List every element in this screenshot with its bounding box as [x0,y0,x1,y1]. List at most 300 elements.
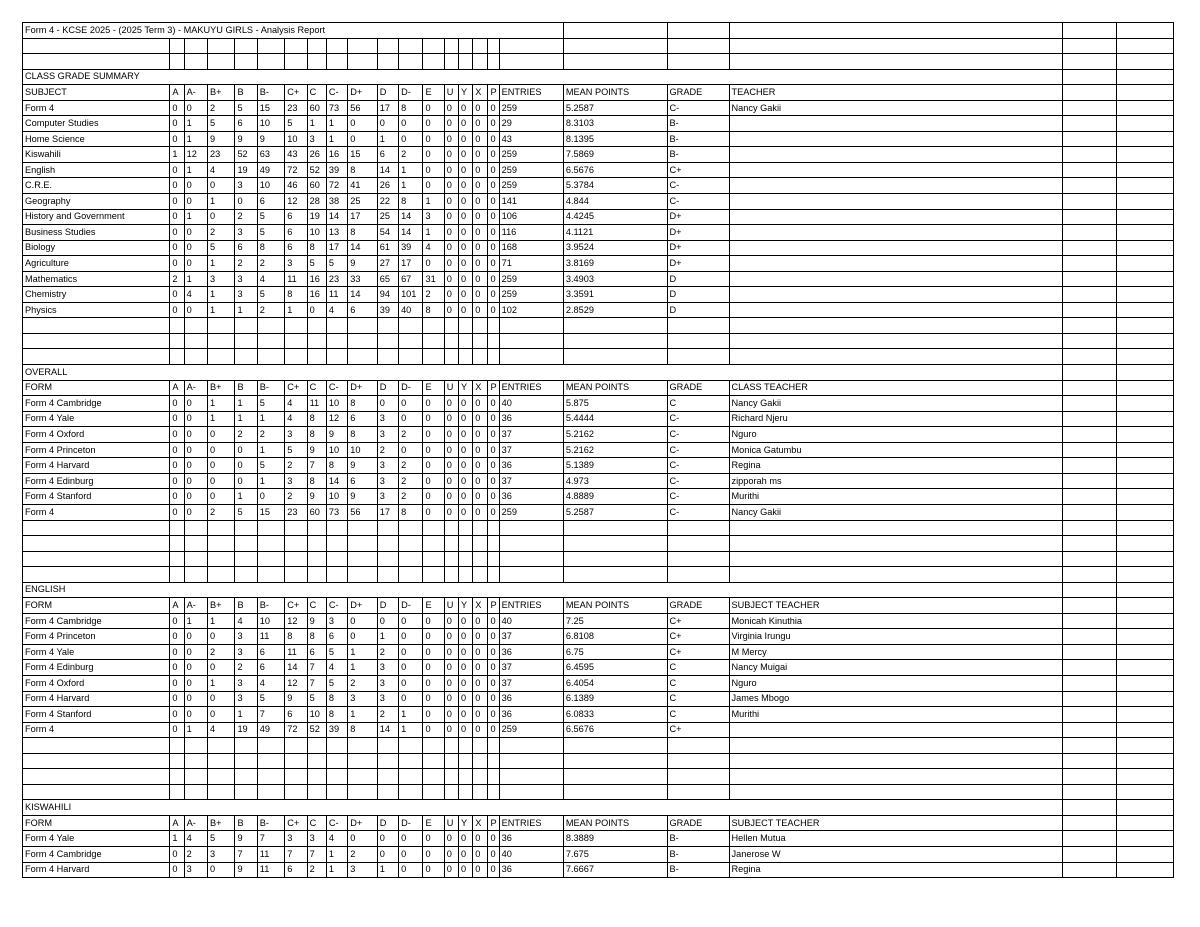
column-header: C+ [285,815,307,831]
table-cell: 10 [285,131,307,147]
table-cell: 15 [257,504,284,520]
empty-cell [307,349,326,365]
empty-cell [184,536,207,552]
empty-cell [423,54,444,70]
table-cell: 0 [473,629,488,645]
table-cell: 65 [377,271,398,287]
table-cell: C+ [667,722,729,738]
table-cell: 39 [326,162,347,178]
table-cell: 2 [208,644,235,660]
table-cell: 2 [399,473,423,489]
table-cell: 9 [307,442,326,458]
empty-cell [444,38,458,54]
table-cell: 0 [170,178,184,194]
table-cell: 0 [208,629,235,645]
table-cell: 0 [459,194,473,210]
table-cell: 11 [257,846,284,862]
table-cell: 5.4444 [563,411,667,427]
table-cell: 7 [285,846,307,862]
blank-row [23,551,1174,567]
table-cell [729,116,1062,132]
empty-cell [257,567,284,583]
column-header: MEAN POINTS [563,815,667,831]
empty-cell [473,318,488,334]
table-cell: 6 [257,194,284,210]
empty-cell [1116,800,1173,816]
table-cell: 71 [499,256,563,272]
table-cell: 40 [399,302,423,318]
empty-cell [459,567,473,583]
table-cell: 0 [208,178,235,194]
table-cell [729,722,1062,738]
table-cell: 0 [184,256,207,272]
table-cell: 0 [459,644,473,660]
table-cell: 2 [257,256,284,272]
empty-cell [488,54,499,70]
table-cell: Nguro [729,427,1062,443]
table-cell: 0 [377,846,398,862]
table-cell: 0 [444,707,458,723]
empty-cell [184,784,207,800]
table-cell: 0 [459,178,473,194]
table-cell: 8 [423,302,444,318]
empty-cell [1116,629,1173,645]
empty-cell [23,738,170,754]
empty-cell [377,333,398,349]
table-cell: 0 [208,209,235,225]
empty-cell [257,318,284,334]
empty-cell [1062,225,1116,241]
column-header: E [423,598,444,614]
empty-cell [563,520,667,536]
row-label: Computer Studies [23,116,170,132]
table-cell: 0 [459,473,473,489]
table-cell: 49 [257,162,284,178]
empty-cell [208,567,235,583]
table-cell: 0 [399,131,423,147]
table-cell: 10 [307,707,326,723]
empty-cell [1062,660,1116,676]
empty-cell [488,536,499,552]
empty-cell [208,753,235,769]
empty-cell [473,551,488,567]
empty-cell [499,520,563,536]
empty-cell [729,753,1062,769]
column-header: GRADE [667,598,729,614]
table-cell: 6.0833 [563,707,667,723]
empty-cell [1116,147,1173,163]
table-cell: 72 [285,162,307,178]
empty-cell [1116,365,1173,381]
table-cell [729,194,1062,210]
table-cell: 0 [473,489,488,505]
row-label: Form 4 Oxford [23,427,170,443]
table-cell: 8 [307,473,326,489]
empty-cell [1062,194,1116,210]
empty-cell [184,753,207,769]
table-cell: 67 [399,271,423,287]
table-cell: 1 [184,613,207,629]
column-header: D- [399,380,423,396]
table-cell: 0 [488,178,499,194]
table-cell: 10 [326,396,347,412]
table-cell: 0 [208,862,235,878]
table-row [23,162,1174,178]
empty-cell [667,54,729,70]
table-cell: 60 [307,100,326,116]
table-cell: 2 [257,427,284,443]
empty-cell [399,536,423,552]
table-cell: 1 [208,256,235,272]
empty-cell [285,738,307,754]
row-label: Form 4 Princeton [23,442,170,458]
empty-cell [235,318,257,334]
empty-cell [459,784,473,800]
table-cell: 14 [326,209,347,225]
table-cell [729,225,1062,241]
empty-cell [399,349,423,365]
table-cell [729,302,1062,318]
table-cell: 1 [257,411,284,427]
table-cell: 39 [377,302,398,318]
table-cell: 27 [377,256,398,272]
empty-cell [377,520,398,536]
row-label: English [23,162,170,178]
empty-cell [377,551,398,567]
table-cell: 0 [170,489,184,505]
table-cell: 259 [499,100,563,116]
table-cell: 0 [459,707,473,723]
table-cell: 14 [326,473,347,489]
table-cell: 0 [184,629,207,645]
table-cell: 11 [285,644,307,660]
empty-cell [459,520,473,536]
section-label: OVERALL [23,365,1063,381]
column-header: A- [184,380,207,396]
table-cell: 11 [307,396,326,412]
table-cell: 0 [488,644,499,660]
empty-cell [399,551,423,567]
empty-cell [729,54,1062,70]
empty-cell [444,349,458,365]
table-cell: 0 [459,240,473,256]
table-cell: 0 [184,707,207,723]
table-cell: 19 [307,209,326,225]
empty-cell [423,318,444,334]
header-row [23,815,1174,831]
table-cell: 2 [184,846,207,862]
table-cell: 1 [399,178,423,194]
table-cell: 0 [488,256,499,272]
empty-cell [377,54,398,70]
table-cell: 3 [377,411,398,427]
table-cell: 1 [326,131,347,147]
empty-cell [423,738,444,754]
table-cell: 8 [399,100,423,116]
empty-cell [667,349,729,365]
empty-cell [459,333,473,349]
table-cell: 0 [170,100,184,116]
table-cell: 8 [348,162,377,178]
table-cell: 11 [285,271,307,287]
table-cell: 0 [399,644,423,660]
empty-cell [667,38,729,54]
table-cell: 3 [235,691,257,707]
table-cell: 2 [307,862,326,878]
empty-cell [423,536,444,552]
empty-cell [326,333,347,349]
empty-cell [285,567,307,583]
table-cell: 0 [488,613,499,629]
empty-cell [184,769,207,785]
empty-cell [348,520,377,536]
empty-cell [235,769,257,785]
table-cell: C [667,691,729,707]
table-cell: 46 [285,178,307,194]
empty-cell [23,769,170,785]
table-cell: 7 [257,707,284,723]
table-cell: 0 [444,644,458,660]
table-cell: 6 [285,240,307,256]
empty-cell [184,551,207,567]
table-cell: 26 [307,147,326,163]
empty-cell [729,23,1062,39]
empty-cell [257,784,284,800]
empty-cell [1062,815,1116,831]
row-label: Kiswahili [23,147,170,163]
table-cell: 1 [184,116,207,132]
table-cell: 1 [235,302,257,318]
table-cell: 54 [377,225,398,241]
empty-cell [444,536,458,552]
empty-cell [488,753,499,769]
table-cell: 0 [423,256,444,272]
empty-cell [488,38,499,54]
column-header: FORM [23,815,170,831]
row-label: Form 4 Oxford [23,675,170,691]
empty-cell [499,551,563,567]
table-cell: 259 [499,287,563,303]
column-header: FORM [23,380,170,396]
table-cell: 3 [377,427,398,443]
row-label: Form 4 [23,504,170,520]
row-label: Form 4 Harvard [23,458,170,474]
empty-cell [348,769,377,785]
section-label: KISWAHILI [23,800,1063,816]
table-cell: 40 [499,846,563,862]
column-header: C [307,598,326,614]
empty-cell [1062,427,1116,443]
table-cell: 0 [423,427,444,443]
table-cell: 1 [208,396,235,412]
table-cell: 2 [399,458,423,474]
empty-cell [444,753,458,769]
table-cell: 19 [235,162,257,178]
spacer-row [23,54,1174,70]
row-label: C.R.E. [23,178,170,194]
empty-cell [729,520,1062,536]
table-cell: 1 [257,473,284,489]
column-header: D [377,598,398,614]
column-header: B- [257,85,284,101]
column-header: D [377,815,398,831]
empty-cell [1116,473,1173,489]
table-cell: 6 [285,225,307,241]
column-header: B- [257,815,284,831]
table-cell: 5.2162 [563,427,667,443]
table-cell: 0 [473,675,488,691]
table-cell: 0 [423,100,444,116]
table-cell: 5.2162 [563,442,667,458]
empty-cell [285,54,307,70]
column-header: D- [399,815,423,831]
empty-cell [499,784,563,800]
empty-cell [1116,504,1173,520]
empty-cell [1116,613,1173,629]
table-cell: 0 [235,442,257,458]
table-cell: 5 [326,256,347,272]
column-header: Y [459,380,473,396]
table-cell: 0 [459,116,473,132]
table-cell: 259 [499,722,563,738]
table-cell: 0 [444,427,458,443]
table-cell: 56 [348,504,377,520]
empty-cell [170,54,184,70]
table-cell: 0 [488,862,499,878]
table-cell: 0 [488,846,499,862]
table-cell: 0 [399,675,423,691]
empty-cell [423,520,444,536]
empty-cell [1062,271,1116,287]
row-label: Biology [23,240,170,256]
table-cell: 0 [444,473,458,489]
table-cell: 9 [285,691,307,707]
empty-cell [1116,784,1173,800]
table-cell: 0 [488,240,499,256]
empty-cell [285,318,307,334]
table-cell: 6 [348,411,377,427]
table-cell: 0 [423,162,444,178]
table-cell: 0 [488,473,499,489]
table-cell: 106 [499,209,563,225]
empty-cell [170,536,184,552]
table-cell: 5 [307,256,326,272]
empty-cell [1062,738,1116,754]
table-cell: 10 [257,613,284,629]
table-cell: 1 [208,287,235,303]
table-cell: 0 [459,691,473,707]
table-cell: 5 [257,209,284,225]
table-cell: 1 [326,846,347,862]
empty-cell [1116,100,1173,116]
table-cell: 15 [257,100,284,116]
table-cell: 8.3889 [563,831,667,847]
column-header: U [444,85,458,101]
empty-cell [208,38,235,54]
table-cell: 0 [170,225,184,241]
table-cell: 0 [170,256,184,272]
table-cell: 8 [307,427,326,443]
column-header: ENTRIES [499,598,563,614]
empty-cell [1062,147,1116,163]
empty-cell [326,738,347,754]
column-header: B- [257,598,284,614]
empty-cell [423,349,444,365]
table-cell: 0 [488,660,499,676]
column-header: FORM [23,598,170,614]
empty-cell [1116,442,1173,458]
empty-cell [1116,162,1173,178]
empty-cell [459,318,473,334]
column-header: Y [459,598,473,614]
table-cell: 15 [348,147,377,163]
table-cell: 37 [499,427,563,443]
table-cell: 2 [423,287,444,303]
table-cell: 1 [377,629,398,645]
empty-cell [285,769,307,785]
table-cell: 0 [444,256,458,272]
table-cell: 16 [307,287,326,303]
table-cell: C- [667,489,729,505]
table-cell: 0 [399,396,423,412]
empty-cell [208,784,235,800]
empty-cell [23,349,170,365]
table-cell: 0 [184,240,207,256]
table-cell: 6.4595 [563,660,667,676]
table-cell: 52 [307,162,326,178]
table-cell: 0 [488,707,499,723]
table-cell: 0 [423,442,444,458]
empty-cell [377,567,398,583]
empty-cell [235,784,257,800]
table-cell: 0 [444,660,458,676]
table-cell: 7.675 [563,846,667,862]
table-row [23,100,1174,116]
empty-cell [377,318,398,334]
empty-cell [1062,302,1116,318]
table-cell: 10 [326,489,347,505]
table-cell: 5 [208,116,235,132]
table-cell: 73 [326,504,347,520]
table-cell: 0 [184,473,207,489]
table-cell: 3.9524 [563,240,667,256]
table-cell: 2 [235,256,257,272]
empty-cell [1116,536,1173,552]
table-cell: 0 [444,100,458,116]
table-cell: 0 [488,131,499,147]
empty-cell [1062,551,1116,567]
empty-cell [1062,162,1116,178]
column-header: B+ [208,85,235,101]
empty-cell [459,753,473,769]
empty-cell [459,54,473,70]
table-cell: 3.3591 [563,287,667,303]
empty-cell [1062,846,1116,862]
empty-cell [348,38,377,54]
table-cell: 0 [444,691,458,707]
empty-cell [235,536,257,552]
empty-cell [184,38,207,54]
column-header: MEAN POINTS [563,380,667,396]
row-label: Form 4 Harvard [23,862,170,878]
table-cell: Regina [729,862,1062,878]
table-cell: 6 [235,116,257,132]
table-cell [729,271,1062,287]
table-cell: 0 [170,131,184,147]
empty-cell [488,551,499,567]
table-cell: 1 [235,396,257,412]
table-cell: 73 [326,100,347,116]
